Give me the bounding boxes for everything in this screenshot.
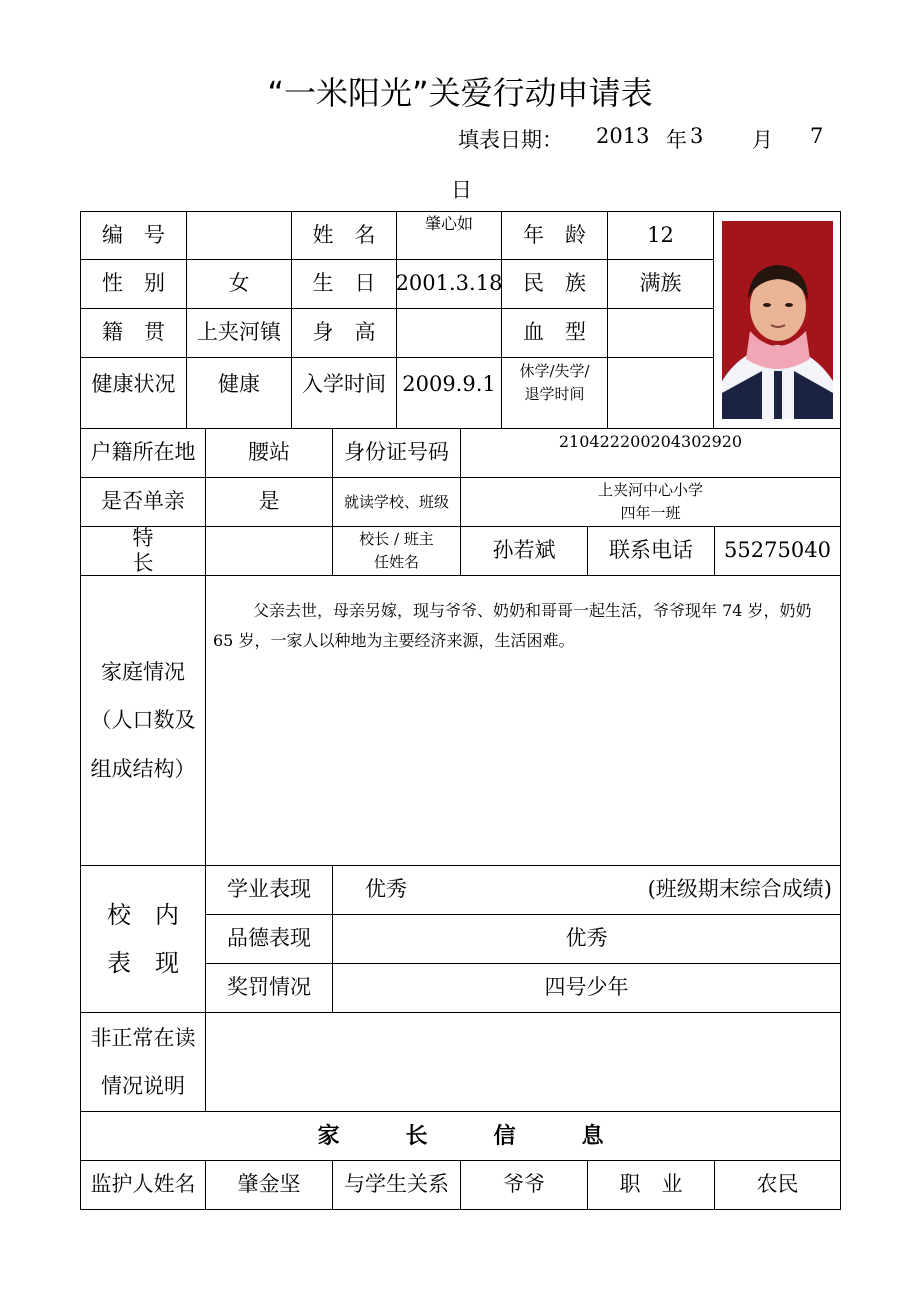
date-day: 7 [810, 124, 824, 148]
date-year: 2013 [596, 124, 650, 148]
label-single-parent: 是否单亲 [80, 477, 206, 527]
label-abnormal: 非正常在读 情况说明 [80, 1012, 206, 1112]
value-rewards[interactable]: 四号少年 [332, 963, 841, 1013]
value-academic-note: (班级期末综合成绩) [647, 877, 832, 902]
label-guardian-name: 监护人姓名 [80, 1160, 206, 1210]
label-school-class: 就读学校、班级 [332, 477, 461, 527]
value-school: 上夹河中心小学 [597, 480, 703, 499]
value-phone[interactable]: 55275040 [714, 526, 841, 576]
student-photo [722, 221, 833, 419]
value-class: 四年一班 [620, 504, 681, 522]
label-id-number: 身份证号码 [332, 428, 461, 478]
value-teacher[interactable]: 孙若斌 [460, 526, 588, 576]
label-health: 健康状况 [80, 357, 187, 429]
value-native-place[interactable]: 上夹河镇 [186, 308, 292, 358]
label-name: 姓 名 [291, 211, 397, 260]
label-blood-type: 血 型 [501, 308, 608, 358]
label-specialty: 特 长 [80, 526, 206, 576]
label-birthday: 生 日 [291, 259, 397, 309]
section-parent-info: 家 长 信 息 [80, 1111, 841, 1161]
label-height: 身 高 [291, 308, 397, 358]
value-ethnicity[interactable]: 满族 [607, 259, 714, 309]
value-blood-type[interactable] [607, 308, 714, 358]
value-school-class[interactable] [460, 477, 841, 527]
value-specialty[interactable] [205, 526, 333, 576]
label-family: 家庭情况 （人口数及 组成结构） [80, 575, 206, 866]
date-month-unit: 月 [752, 128, 773, 152]
value-household[interactable]: 腰站 [205, 428, 333, 478]
value-single-parent[interactable]: 是 [205, 477, 333, 527]
form-title: “一米阳光”关爱行动申请表 [267, 74, 653, 112]
value-name[interactable]: 肇心如 [396, 211, 502, 260]
label-phone: 联系电话 [587, 526, 715, 576]
label-household: 户籍所在地 [80, 428, 206, 478]
label-occupation: 职 业 [587, 1160, 715, 1210]
label-age: 年 龄 [501, 211, 608, 260]
value-academic-row[interactable] [332, 865, 841, 915]
value-family: 父亲去世，母亲另嫁，现与爷爷、奶奶和哥哥一起生活，爷爷现年 74 岁，奶奶 65 岁，一家人以种地为主要经济来源，生活困难。 [213, 601, 812, 651]
value-height[interactable] [396, 308, 502, 358]
label-suspend: 休学/失学/退学时间 [501, 357, 608, 429]
date-day-unit: 日 [451, 178, 472, 202]
value-suspend[interactable] [607, 357, 714, 429]
label-rewards: 奖罚情况 [205, 963, 333, 1013]
label-number: 编 号 [80, 211, 187, 260]
date-year-unit: 年 [666, 128, 687, 152]
value-gender[interactable]: 女 [186, 259, 292, 309]
value-id-number[interactable]: 210422200204302920 [460, 428, 841, 478]
value-number[interactable] [186, 211, 292, 260]
value-moral[interactable]: 优秀 [332, 914, 841, 964]
value-academic: 优秀 [365, 877, 407, 902]
label-academic: 学业表现 [205, 865, 333, 915]
value-occupation[interactable]: 农民 [714, 1160, 841, 1210]
label-ethnicity: 民 族 [501, 259, 608, 309]
label-teacher: 校长 / 班主任姓名 [332, 526, 461, 576]
label-school-performance: 校 内 表 现 [80, 865, 206, 1013]
date-month: 3 [690, 124, 704, 148]
value-abnormal[interactable] [205, 1012, 841, 1112]
value-relation[interactable]: 爷爷 [460, 1160, 588, 1210]
label-gender: 性 别 [80, 259, 187, 309]
value-enroll-date[interactable]: 2009.9.1 [396, 357, 502, 429]
label-relation: 与学生关系 [332, 1160, 461, 1210]
value-health[interactable]: 健康 [186, 357, 292, 429]
label-moral: 品德表现 [205, 914, 333, 964]
date-prefix: 填表日期： [458, 128, 563, 152]
label-enroll-date: 入学时间 [291, 357, 397, 429]
value-age[interactable]: 12 [607, 211, 714, 260]
value-birthday[interactable]: 2001.3.18 [396, 259, 502, 309]
label-native-place: 籍 贯 [80, 308, 187, 358]
value-guardian-name[interactable]: 肇金坚 [205, 1160, 333, 1210]
